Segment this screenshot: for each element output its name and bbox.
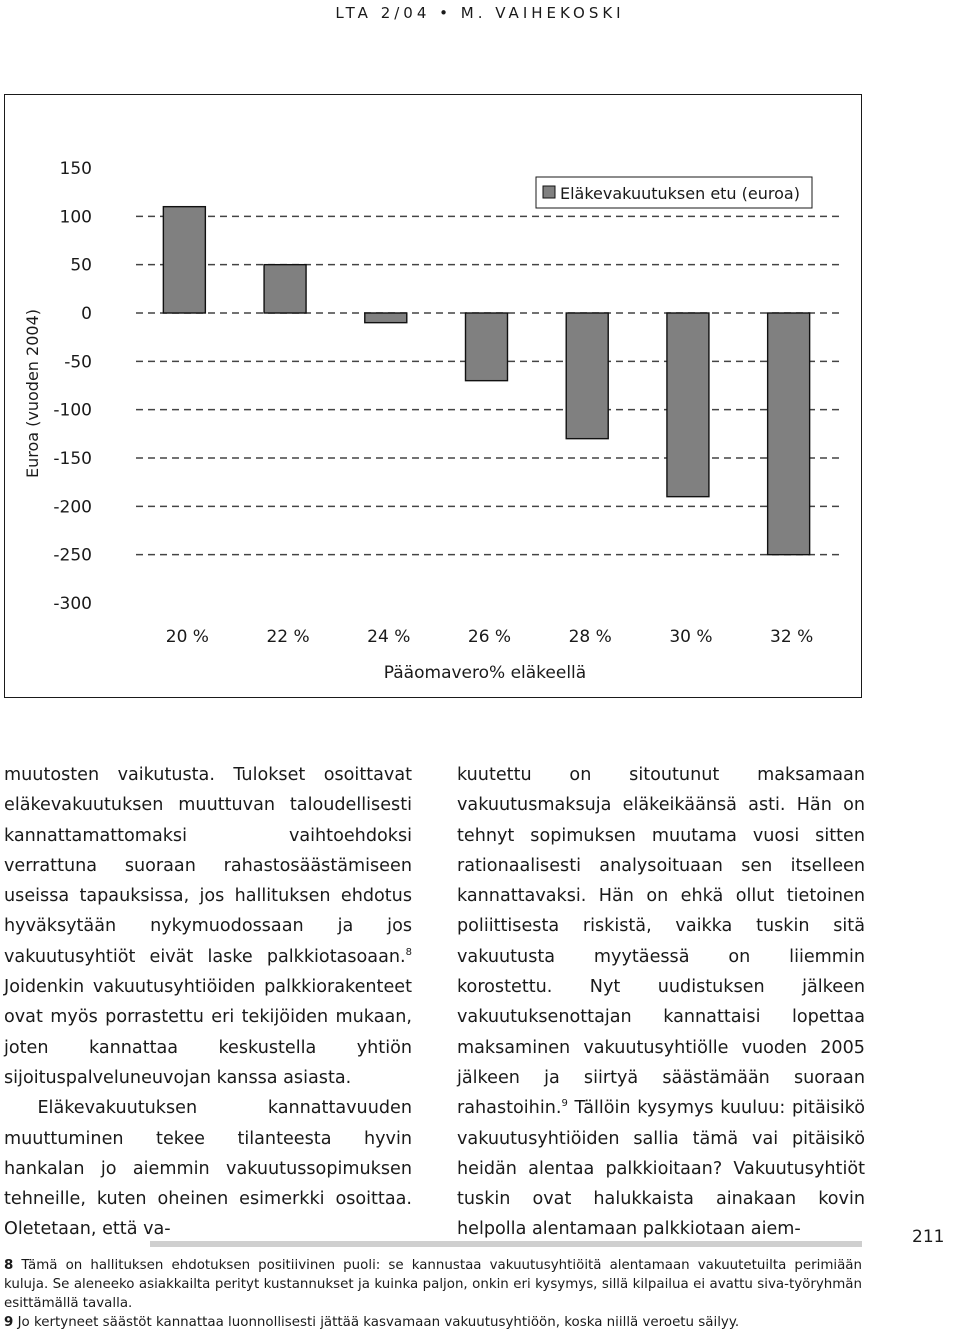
x-tick-label: 32 %: [770, 627, 814, 647]
chart-canvas: [5, 95, 863, 699]
y-tick-label: -50: [64, 352, 92, 373]
text-run: kuutettu on sitoutunut maksamaan vakuutusmaksuja eläkeikäänsä asti. Hän on tehnyt sopimuksen muutama vuosi sitten rationaalisesti analysoituaan sen itselleen kannattavaksi. Hän on ehkä ollut tietoinen poliittisesta riskistä, vaikka tuskin sitä vakuutusta myytäessä on liiemmin korostettu. Nyt uudistuksen jälkeen vakuutuksenottajan kannattaisi lopettaa maksaminen vakuutusyhtiölle vuoden 2005 jälkeen ja siirtyä säästämään suoraan rahastoihin.: [457, 765, 865, 1119]
y-axis-label: Euroa (vuoden 2004): [23, 309, 42, 478]
text-run: Joidenkin vakuutusyhtiöiden palkkiorakenteet ovat myös porrastettu eri tekijöiden mukaan, joten kannattaa keskustella yhtiön sijoituspalveluneuvojan kanssa asiasta.: [4, 977, 412, 1088]
y-tick-label: 50: [70, 255, 92, 276]
footnote-text: Jo kertyneet säästöt kannattaa luonnollisesti jättää kasvamaan vakuutusyhtiöön, koska niillä veroetu säilyy.: [17, 1315, 740, 1330]
right-column: [457, 760, 865, 1245]
bar: [163, 207, 205, 313]
footnote-divider: [150, 1241, 862, 1247]
x-tick-label: 28 %: [568, 627, 612, 647]
text-run: muutosten vaikutusta. Tulokset osoittavat eläkevakuutuksen muuttuvan taloudellisesti kannattamattomaksi vaihtoehdoksi verrattuna suoraan rahastosäästämiseen useissa tapauksissa, jos hallituksen ehdotus hyväksytään nykymuodossaan ja jos vakuutusyhtiöt eivät laske palkkiotasoaan.: [4, 765, 412, 967]
page-number: 211: [912, 1227, 945, 1247]
bar: [768, 313, 810, 555]
bar: [466, 313, 508, 381]
y-tick-label: -300: [53, 594, 92, 614]
bar-chart: [4, 94, 862, 698]
x-tick-label: 22 %: [266, 627, 310, 647]
left-column: [4, 760, 412, 1245]
footnote-9: [4, 1313, 862, 1332]
footnotes: [4, 1256, 862, 1332]
x-tick-label: 26 %: [467, 627, 512, 647]
bar: [667, 313, 709, 497]
y-tick-label: 150: [59, 159, 92, 179]
legend-swatch: [543, 186, 555, 198]
bar: [264, 265, 306, 313]
x-tick-label: 30 %: [669, 627, 713, 647]
y-tick-label: 100: [59, 207, 92, 228]
footnote-text: Tämä on hallituksen ehdotuksen positiivinen puoli: se kannustaa vakuutusyhtiöitä alentamaan vakuutetuilta perimiään kuluja. Se aleneeko asiakkailta perityt kustannukset ja kuinka paljon, onkin eri kysymys, sillä kilpailua ei avattu siva-työryhmän esittämällä tavalla.: [4, 1258, 862, 1311]
y-tick-label: -200: [53, 497, 92, 518]
footnote-ref-9: 9: [561, 1098, 568, 1110]
paragraph: [457, 760, 865, 1245]
paragraph: Eläkevakuutuksen kannattavuuden muuttuminen tekee tilanteesta hyvin hankalan jo aiemmin vakuutussopimuksen tehneille, kuten oheinen esimerkki osoittaa. Oletetaan, että va-: [4, 1098, 412, 1240]
paragraph: [4, 760, 412, 1093]
footnote-number: 8: [4, 1258, 14, 1273]
y-tick-label: -150: [53, 449, 92, 469]
x-tick-label: 20 %: [165, 627, 209, 647]
footnote-ref-8: 8: [405, 946, 412, 958]
running-title: LTA 2/04 • M. VAIHEKOSKI: [335, 4, 625, 22]
y-tick-label: -100: [53, 400, 92, 421]
y-tick-label: 0: [81, 304, 92, 324]
x-tick-label: 24 %: [367, 627, 411, 647]
y-tick-label: -250: [53, 545, 92, 566]
text-run: Tällöin kysymys kuuluu: pitäisikö vakuutusyhtiöiden sallia tämä vai pitäisikö heidän alentaa palkkioitaan? Vakuutusyhtiöt tuskin ovat halukkaista ainakaan kovin helpolla alentamaan palkkiotaan aiem-: [457, 1098, 865, 1240]
bar: [566, 313, 608, 439]
running-header: [0, 0, 960, 30]
x-axis-label: Pääomavero% eläkeellä: [383, 663, 587, 683]
footnote-number: 9: [4, 1315, 14, 1330]
bar: [365, 313, 407, 323]
footnote-8: [4, 1256, 862, 1313]
legend-label: Eläkevakuutuksen etu (euroa): [560, 184, 800, 203]
